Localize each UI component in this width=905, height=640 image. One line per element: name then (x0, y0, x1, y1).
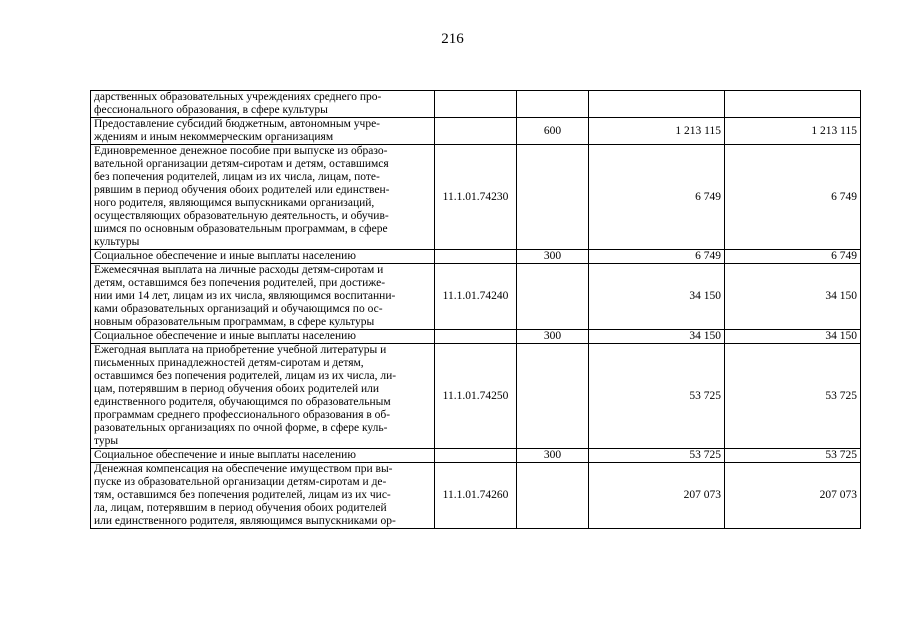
row-description (91, 250, 435, 264)
description-line: Социальное обеспечение и иные выплаты населению (94, 449, 356, 461)
description-line: Денежная компенсация на обеспечение имуществом при вы- (94, 463, 393, 475)
amount-year-1: 53 725 (589, 449, 725, 463)
target-article-code (435, 91, 517, 118)
expense-type-code (517, 264, 589, 330)
description-line: Социальное обеспечение и иные выплаты населению (94, 330, 356, 342)
description-line: новным образовательным программам, в сфере культуры (94, 316, 375, 328)
amount-year-2: 34 150 (725, 330, 861, 344)
expense-type-code: 300 (517, 250, 589, 264)
page-number: 216 (441, 31, 464, 47)
amount-year-2: 53 725 (725, 344, 861, 449)
row-description (91, 91, 435, 118)
table-row (91, 330, 861, 344)
table-row (91, 264, 861, 330)
description-line: ками образовательных организаций и обучающимся по ос- (94, 303, 383, 315)
description-line: Предоставление субсидий бюджетным, автономным учре- (94, 118, 381, 130)
target-article-code: 11.1.01.74240 (435, 264, 517, 330)
description-line: программам среднего профессионального образования в об- (94, 409, 391, 421)
description-line: осуществляющих образовательную деятельность, и обучив- (94, 210, 389, 222)
expense-type-code (517, 344, 589, 449)
description-line: единственного родителя, обучающимся по образовательным (94, 396, 391, 408)
amount-year-1 (589, 91, 725, 118)
target-article-code (435, 449, 517, 463)
expense-type-code: 600 (517, 118, 589, 145)
table-row (91, 91, 861, 118)
amount-year-1: 6 749 (589, 250, 725, 264)
row-description (91, 344, 435, 449)
amount-year-2: 207 073 (725, 463, 861, 529)
description-line: туры (94, 435, 119, 447)
table-row (91, 118, 861, 145)
description-line: тям, оставшимся без попечения родителей, лицам из их чис- (94, 489, 391, 501)
target-article-code (435, 118, 517, 145)
description-line: оставшимся без попечения родителей, лицам из их числа, ли- (94, 370, 397, 382)
description-line: шимся по основным образовательным программам, в сфере (94, 223, 388, 235)
description-line: пуске из образовательной организации детям-сиротам и де- (94, 476, 387, 488)
description-line: без попечения родителей, лицам из их числа, лицам, поте- (94, 171, 380, 183)
amount-year-1: 6 749 (589, 145, 725, 250)
description-line: ждениям и иным некоммерческим организациям (94, 131, 334, 143)
row-description (91, 145, 435, 250)
target-article-code (435, 250, 517, 264)
description-line: нии ими 14 лет, лицам из их числа, являющимся воспитанни- (94, 290, 396, 302)
target-article-code: 11.1.01.74230 (435, 145, 517, 250)
description-line: дарственных образовательных учреждениях среднего про- (94, 91, 382, 103)
expense-type-code: 300 (517, 330, 589, 344)
amount-year-2: 6 749 (725, 145, 861, 250)
table-body (91, 91, 861, 529)
amount-year-1: 207 073 (589, 463, 725, 529)
description-line: цам, потерявшим в период обучения обоих родителей или (94, 383, 380, 395)
amount-year-1: 34 150 (589, 264, 725, 330)
row-description (91, 118, 435, 145)
amount-year-2: 6 749 (725, 250, 861, 264)
amount-year-1: 53 725 (589, 344, 725, 449)
row-description (91, 330, 435, 344)
budget-table (90, 90, 861, 529)
table-row (91, 463, 861, 529)
description-line: разовательных организациях по очной форме, в сфере куль- (94, 422, 388, 434)
description-line: Ежегодная выплата на приобретение учебной литературы и (94, 344, 387, 356)
target-article-code: 11.1.01.74250 (435, 344, 517, 449)
description-line: или единственного родителя, являющимся выпускниками ор- (94, 515, 396, 527)
description-line: Единовременное денежное пособие при выпуске из образо- (94, 145, 388, 157)
description-line: детям, оставшимся без попечения родителей, при достиже- (94, 277, 386, 289)
target-article-code: 11.1.01.74260 (435, 463, 517, 529)
row-description (91, 463, 435, 529)
description-line: ла, лицам, потерявшим в период обучения обоих родителей (94, 502, 387, 514)
description-line: Ежемесячная выплата на личные расходы детям-сиротам и (94, 264, 384, 276)
amount-year-1: 1 213 115 (589, 118, 725, 145)
row-description (91, 264, 435, 330)
amount-year-2: 34 150 (725, 264, 861, 330)
description-line: ного родителя, являющимся выпускниками организаций, (94, 197, 375, 209)
row-description (91, 449, 435, 463)
table-row (91, 250, 861, 264)
amount-year-2: 1 213 115 (725, 118, 861, 145)
amount-year-1: 34 150 (589, 330, 725, 344)
expense-type-code (517, 91, 589, 118)
amount-year-2 (725, 91, 861, 118)
expense-type-code (517, 463, 589, 529)
description-line: письменных принадлежностей детям-сиротам и детям, (94, 357, 364, 369)
table-row (91, 449, 861, 463)
description-line: вательной организации детям-сиротам и детям, оставшимся (94, 158, 389, 170)
description-line: рявшим в период обучения обоих родителей или единствен- (94, 184, 390, 196)
description-line: фессионального образования, в сфере культуры (94, 104, 328, 116)
amount-year-2: 53 725 (725, 449, 861, 463)
description-line: культуры (94, 236, 140, 248)
expense-type-code: 300 (517, 449, 589, 463)
description-line: Социальное обеспечение и иные выплаты населению (94, 250, 356, 262)
table-row (91, 145, 861, 250)
table-row (91, 344, 861, 449)
target-article-code (435, 330, 517, 344)
expense-type-code (517, 145, 589, 250)
